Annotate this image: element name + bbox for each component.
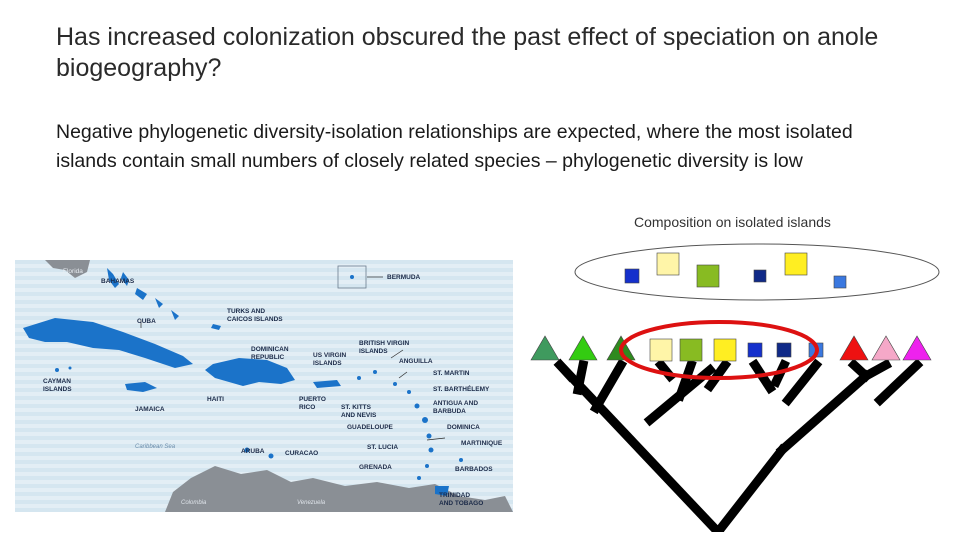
isolated-species-square: [785, 253, 807, 275]
map-label-caribbean-sea: Caribbean Sea: [135, 444, 176, 450]
slide-title: Has increased colonization obscured the past effect of speciation on anole biogeography?: [56, 23, 879, 82]
tree-branch: [718, 450, 782, 532]
tip-square: [680, 339, 702, 361]
tip-triangle: [903, 336, 931, 360]
isolated-species-square: [697, 265, 719, 287]
map-label-haiti: HAITI: [207, 396, 224, 403]
map-label-st-barthelemy: ST. BARTHÉLEMY: [433, 386, 490, 393]
map-label-antigua-and-barbuda: ANTIGUA AND BARBUDA: [433, 400, 479, 415]
tree-branch: [560, 365, 718, 532]
tip-square: [650, 339, 672, 361]
map-label-aruba: ARUBA: [241, 448, 265, 455]
tip-square: [748, 343, 762, 357]
slide-body-text: Negative phylogenetic diversity-isolation relationships are expected, where the most isolated islands contain small numbers of closely related species – phylogenetic diversity is low: [56, 121, 853, 172]
tip-square: [714, 339, 736, 361]
isolated-species-square: [625, 269, 639, 283]
map-label-grenada: GRENADA: [359, 464, 392, 471]
map-label-barbados: BARBADOS: [455, 466, 493, 473]
map-label-cuba: CUBA: [137, 318, 156, 325]
map-label-curacao: CURACAO: [285, 450, 319, 457]
isolated-species-square: [754, 270, 766, 282]
tree-branch: [560, 365, 570, 376]
tip-triangle: [531, 336, 559, 360]
map-label-anguilla: ANGUILLA: [399, 358, 433, 365]
map-label-st-martin: ST. MARTIN: [433, 370, 470, 377]
tip-triangle: [569, 336, 597, 360]
map-label-guadeloupe: GUADELOUPE: [347, 424, 393, 431]
map-label-venezuela: Venezuela: [297, 500, 326, 506]
map-label-st-lucia: ST. LUCIA: [367, 444, 399, 451]
isolated-species-square: [834, 276, 846, 288]
map-label-bahamas: BAHAMAS: [101, 278, 135, 285]
map-label-trinidad-and-tobago: TRINIDAD AND TOBAGO: [439, 492, 484, 507]
isolated-species-square: [657, 253, 679, 275]
map-label-st-kitts-and-nevis: ST. KITTS AND NEVIS: [341, 404, 377, 419]
map-label-bermuda: BERMUDA: [387, 274, 421, 281]
tree-tips: [531, 336, 931, 361]
map-label-turks: TURKS AND CAICOS ISLANDS: [227, 308, 283, 323]
map-label-colombia: Colombia: [181, 500, 207, 506]
phylogeny-figure: [520, 240, 940, 532]
map-label-martinique: MARTINIQUE: [461, 440, 503, 447]
map-label-puerto-rico: PUERTO RICO: [299, 396, 326, 411]
caribbean-map: [15, 260, 513, 512]
tip-triangle: [872, 336, 900, 360]
tip-triangle: [840, 336, 868, 360]
map-label-us-virgin-islands: US VIRGIN ISLANDS: [313, 352, 347, 367]
map-label-jamaica: JAMAICA: [135, 406, 165, 413]
map-label-dominican-republic: DOMINICAN REPUBLIC: [251, 346, 289, 361]
tree-branch: [596, 365, 621, 408]
tree-branch: [866, 365, 886, 376]
map-label-british-virgin-islands: BRITISH VIRGIN ISLANDS: [359, 340, 410, 355]
composition-label: Composition on isolated islands: [634, 214, 831, 230]
tree-branch: [578, 365, 583, 390]
tip-square: [777, 343, 791, 357]
map-label-cayman-islands: CAYMAN ISLANDS: [43, 378, 72, 393]
map-label-florida: Florida: [63, 268, 83, 275]
map-label-dominica: DOMINICA: [447, 424, 480, 431]
tree-branches: [560, 365, 917, 532]
